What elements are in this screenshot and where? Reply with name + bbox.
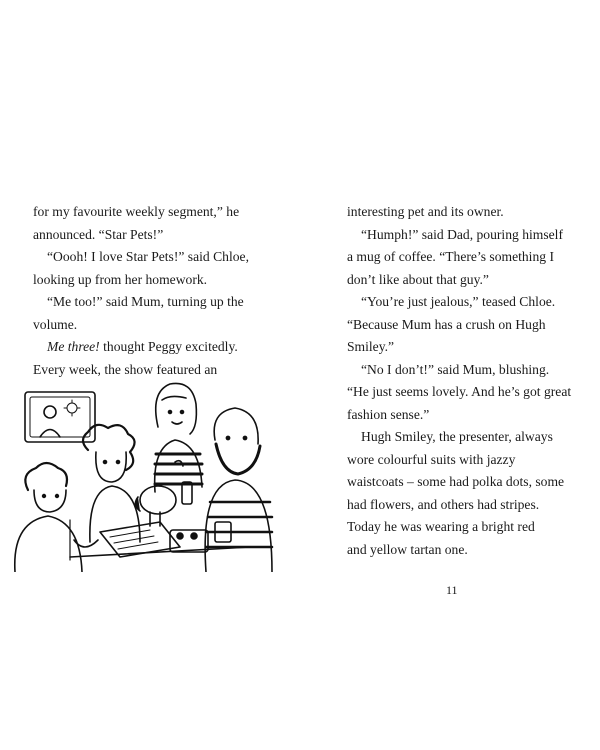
text-line: fashion sense.”	[347, 406, 430, 422]
text-line: interesting pet and its owner.	[347, 204, 504, 219]
page-number: 11	[446, 583, 458, 597]
text-line: “No I don’t!” said Mum, blushing.	[361, 361, 550, 377]
text-line: looking up from her homework.	[33, 271, 208, 287]
text-line: for my favourite weekly segment,” he	[33, 204, 240, 219]
text-line: announced. “Star Pets!”	[33, 226, 164, 242]
text-line-rest: thought Peggy excitedly.	[99, 339, 238, 354]
text-line: “He just seems lovely. And he’s got great	[347, 384, 572, 399]
right-text-column	[347, 201, 587, 561]
text-line: Today he was wearing a bright red	[347, 519, 535, 534]
text-line: “Oooh! I love Star Pets!” said Chloe,	[47, 249, 249, 264]
left-text-column	[33, 201, 283, 381]
text-line: waistcoats – some had polka dots, some	[347, 474, 565, 489]
text-line: “Me too!” said Mum, turning up the	[47, 294, 244, 309]
text-line: wore colourful suits with jazzy	[347, 451, 516, 467]
text-line: a mug of coffee. “There’s something I	[347, 249, 554, 264]
text-line: Every week, the show featured an	[33, 361, 218, 377]
text-line: volume.	[33, 316, 78, 332]
text-line: “Humph!” said Dad, pouring himself	[361, 226, 563, 242]
italic-phrase: Me three!	[47, 339, 100, 354]
text-line: and yellow tartan one.	[347, 541, 468, 557]
text-line: “You’re just jealous,” teased Chloe.	[361, 294, 556, 309]
text-line-with-italic	[33, 336, 283, 359]
chloe-figure	[15, 463, 82, 572]
text-line: Hugh Smiley, the presenter, always	[361, 429, 553, 444]
text-line: Smiley.”	[347, 339, 395, 354]
text-line: had flowers, and others had stripes.	[347, 496, 540, 512]
mum-figure	[155, 383, 202, 492]
text-line: don’t like about that guy.”	[347, 271, 489, 287]
family-illustration	[10, 372, 300, 572]
text-line: “Because Mum has a crush on Hugh	[347, 316, 546, 332]
